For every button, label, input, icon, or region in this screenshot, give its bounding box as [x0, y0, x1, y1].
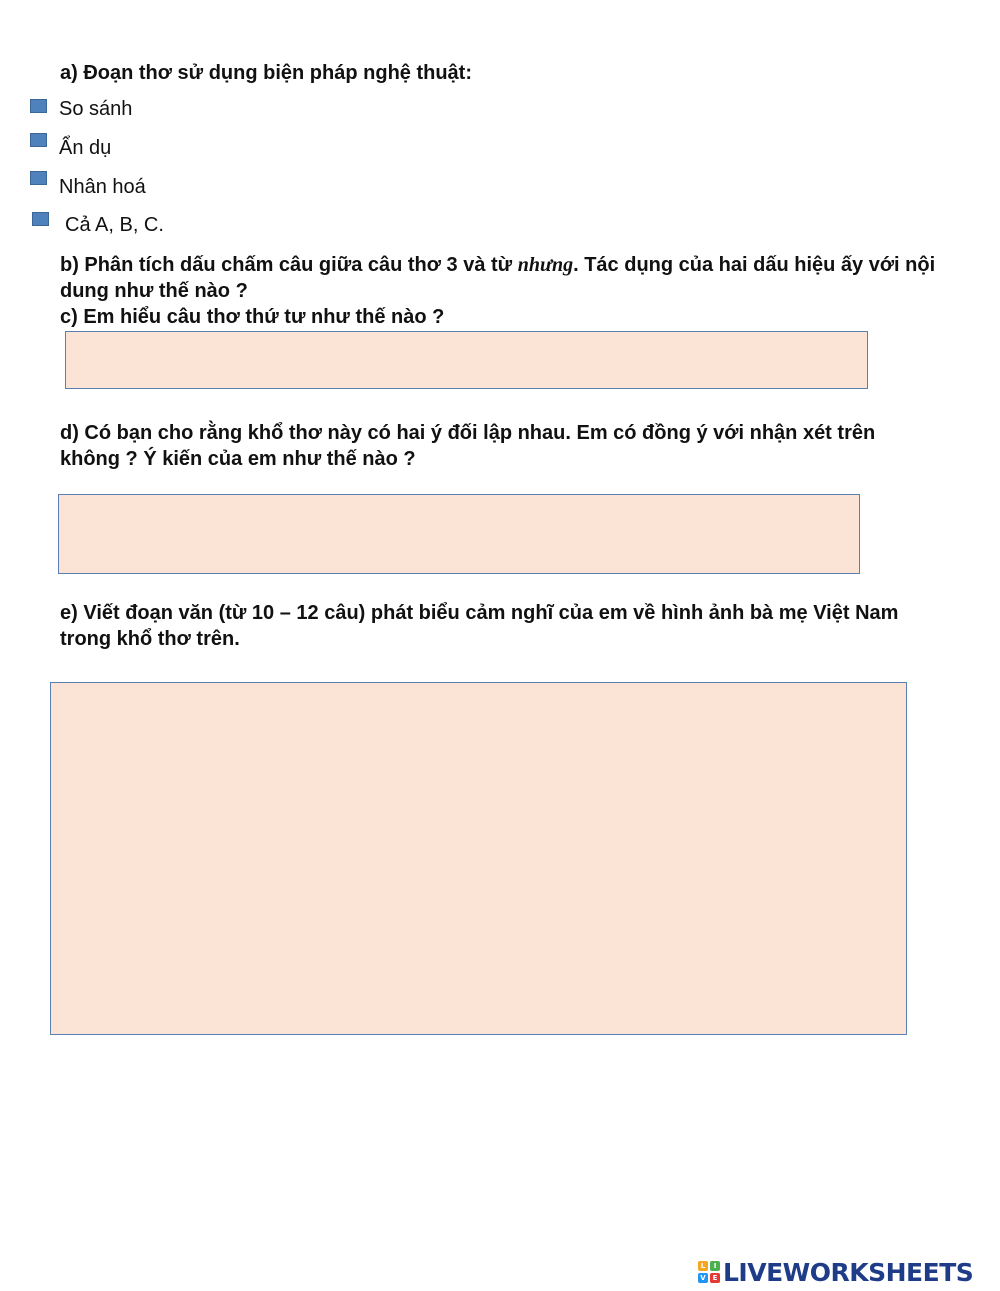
option-label-1: So sánh: [59, 98, 133, 120]
option-label-4: Cả A, B, C.: [65, 214, 164, 236]
option-label-3: Nhân hoá: [59, 176, 146, 198]
option-nhan-hoa[interactable]: [30, 171, 47, 185]
question-b-after: . Tác dụng của hai dấu hiệu ấy với nội dung như thế nào ?: [60, 254, 936, 302]
logo-letter-v: V: [698, 1273, 708, 1283]
liveworksheets-branding: [698, 1257, 998, 1287]
question-c-text: c) Em hiểu câu thơ thứ tư như thế nào ?: [60, 306, 445, 328]
question-b-text: [60, 252, 940, 304]
answer-box-c[interactable]: [65, 331, 868, 389]
brand-name: LIVEWORKSHEETS: [723, 1257, 974, 1287]
option-so-sanh[interactable]: [30, 99, 47, 113]
logo-letter-i: I: [710, 1261, 720, 1271]
checkbox-option-2[interactable]: [30, 133, 47, 147]
option-an-du[interactable]: [30, 133, 47, 147]
question-a-text: a) Đoạn thơ sử dụng biện pháp nghệ thuật:: [60, 62, 473, 84]
question-d-text: d) Có bạn cho rằng khổ thơ này có hai ý đối lập nhau. Em có đồng ý với nhận xét trên không ? Ý kiến của em như thế nào ?: [60, 422, 876, 470]
answer-box-e[interactable]: [50, 682, 907, 1035]
checkbox-option-3[interactable]: [30, 171, 47, 185]
checkbox-option-4[interactable]: [32, 212, 49, 226]
logo-letter-l: L: [698, 1261, 708, 1271]
question-b-emphasis: nhưng: [517, 254, 574, 276]
logo-letter-e: E: [710, 1273, 720, 1283]
option-label-2: Ẩn dụ: [59, 137, 112, 159]
liveworksheets-logo-icon: [698, 1261, 720, 1283]
answer-box-d[interactable]: [58, 494, 860, 574]
option-ca-abc[interactable]: [32, 212, 49, 226]
question-b-before: b) Phân tích dấu chấm câu giữa câu thơ 3 và từ: [60, 254, 518, 276]
question-e-text: e) Viết đoạn văn (từ 10 – 12 câu) phát biểu cảm nghĩ của em về hình ảnh bà mẹ Việt Nam trong khổ thơ trên.: [60, 602, 899, 650]
checkbox-option-1[interactable]: [30, 99, 47, 113]
